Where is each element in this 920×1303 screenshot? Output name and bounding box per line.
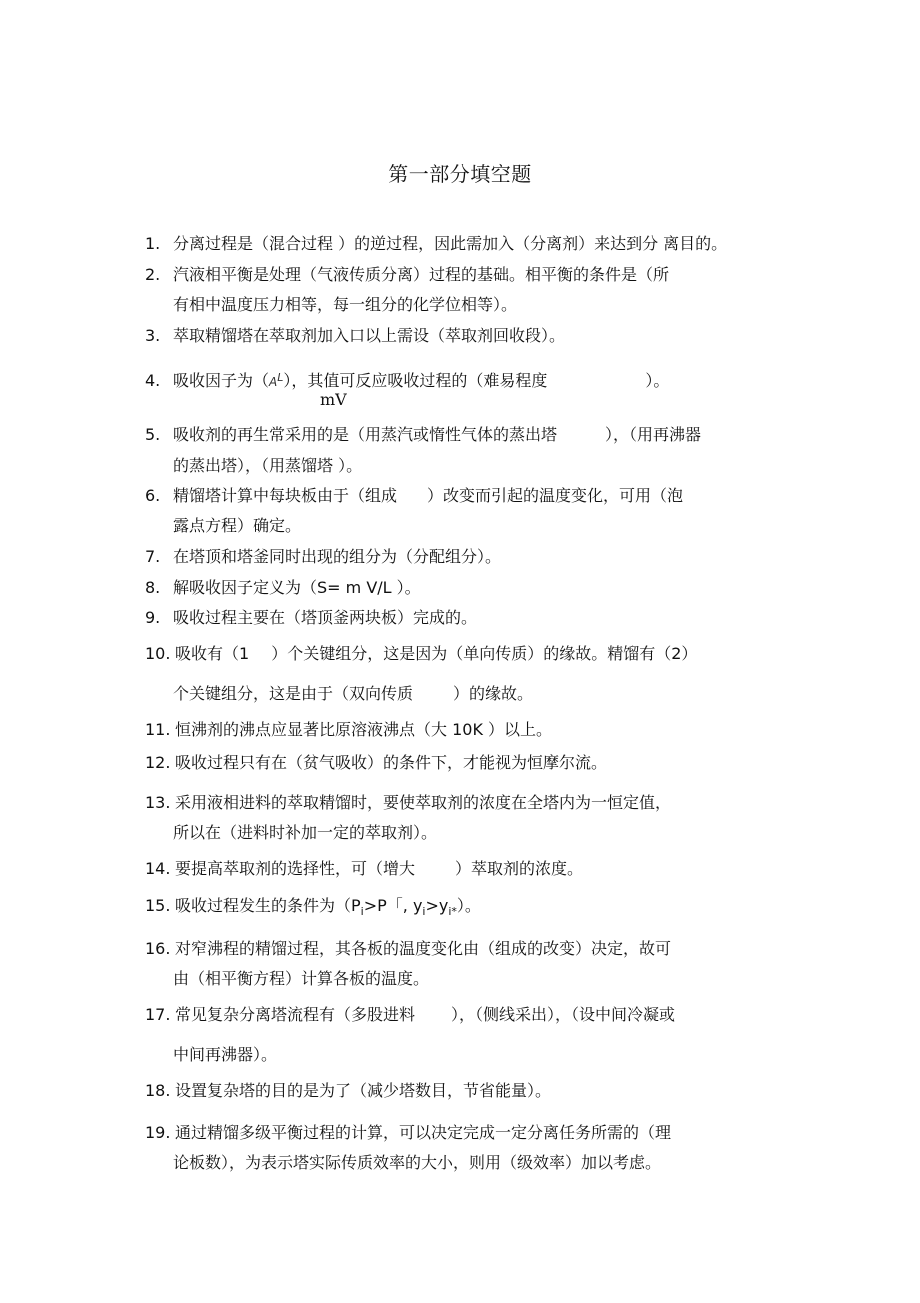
question-14: 14. 要提高萃取剂的选择性，可（增大 ）萃取剂的浓度。: [145, 859, 584, 878]
question-15: 15. 吸收过程发生的条件为（$P_i>P$「, $y_i>y_{i*}$）。: [145, 896, 481, 919]
question-3: 3. 萃取精馏塔在萃取剂加入口以上需设（萃取剂回收段）。: [145, 326, 566, 345]
question-17-cont: 中间再沸器）。: [173, 1045, 278, 1064]
question-5: 5. 吸收剂的再生常采用的是（用蒸汽或惰性气体的蒸出塔 ），（用再沸器: [145, 425, 702, 444]
question-5-cont: 的蒸出塔），（用蒸馏塔 ）。: [173, 456, 363, 475]
question-19-cont: 论板数），为表示塔实际传质效率的大小，则用（级效率）加以考虑。: [173, 1153, 662, 1172]
question-7: 7. 在塔顶和塔釜同时出现的组分为（分配组分）。: [145, 547, 502, 566]
question-19: 19. 通过精馏多级平衡过程的计算，可以决定完成一定分离任务所需的（理: [145, 1123, 672, 1142]
question-9: 9. 吸收过程主要在（塔顶釜两块板）完成的。: [145, 608, 478, 627]
question-2: 2. 汽液相平衡是处理（气液传质分离）过程的基础。相平衡的条件是（所: [145, 265, 670, 284]
question-10-cont: 个关键组分，这是由于（双向传质 ）的缘故。: [173, 684, 534, 703]
question-18: 18. 设置复杂塔的目的是为了（减少塔数目，节省能量）。: [145, 1081, 552, 1100]
question-11: 11. 恒沸剂的沸点应显著比原溶液沸点（大 10K ）以上。: [145, 720, 553, 739]
question-4: 4. 吸收因子为$(A^L)$，其值可反应吸收过程的（难易程度 ）。: [145, 371, 670, 390]
question-16-cont: 由（相平衡方程）计算各板的温度。: [173, 969, 430, 988]
question-13-cont: 所以在（进料时补加一定的萃取剂）。: [173, 823, 438, 842]
question-6: 6. 精馏塔计算中每块板由于（组成 ）改变而引起的温度变化，可用（泡: [145, 486, 684, 505]
question-2-cont: 有相中温度压力相等，每一组分的化学位相等）。: [173, 295, 518, 314]
fraction-numerator: $A^L$: [269, 371, 284, 389]
question-6-cont: 露点方程）确定。: [173, 516, 302, 535]
question-8: 8. 解吸收因子定义为（S= m V/L ）。: [145, 578, 421, 597]
question-13: 13. 采用液相进料的萃取精馏时，要使萃取剂的浓度在全塔内为一恒定值，: [145, 793, 672, 812]
question-17: 17. 常见复杂分离塔流程有（多股进料 ），（侧线采出），（设中间冷凝或: [145, 1005, 676, 1024]
page-title: 第一部分填空题: [388, 162, 532, 186]
question-10: 10. 吸收有（1 ）个关键组分，这是因为（单向传质）的缘故。精馏有（2）: [145, 644, 698, 663]
question-16: 16. 对窄沸程的精馏过程，其各板的温度变化由（组成的改变）决定，故可: [145, 939, 672, 958]
question-12: 12. 吸收过程只有在（贫气吸收）的条件下，才能视为恒摩尔流。: [145, 753, 608, 772]
fraction-denominator: mV: [320, 390, 347, 409]
question-1: 1. 分离过程是（混合过程 ）的逆过程，因此需加入（分离剂）来达到分 离目的。: [145, 234, 728, 253]
